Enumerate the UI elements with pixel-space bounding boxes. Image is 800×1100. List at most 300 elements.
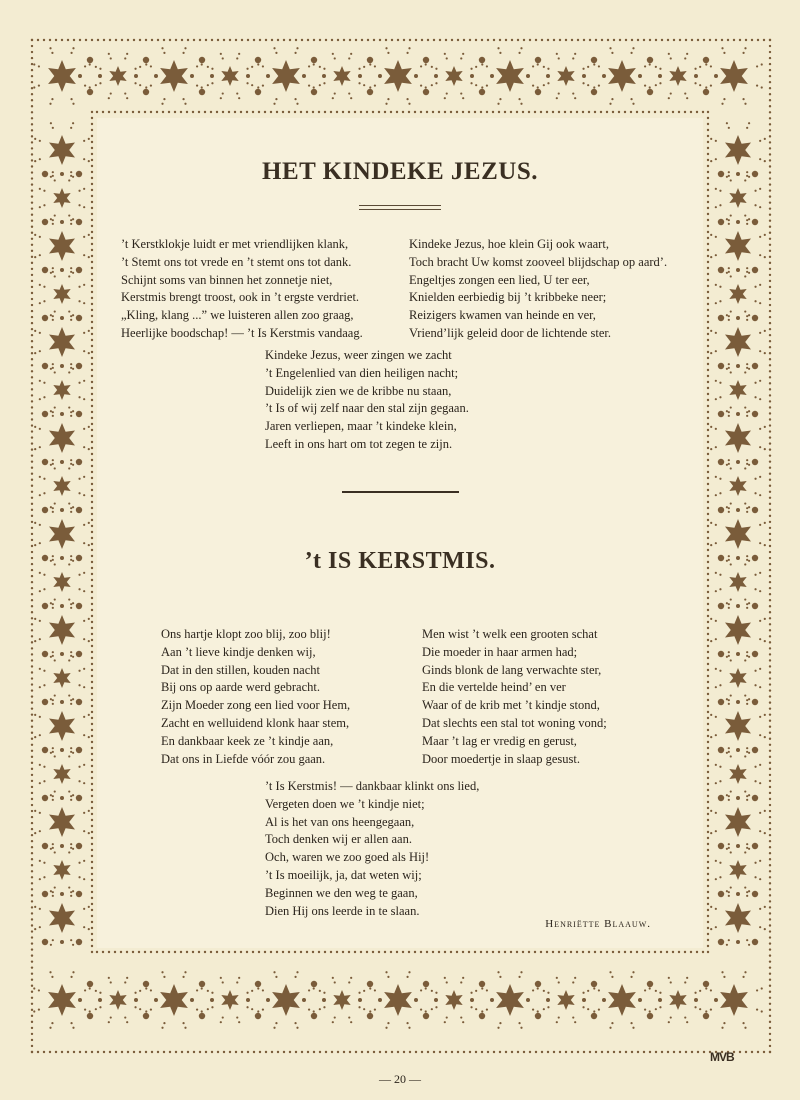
dot-ornament (707, 345, 709, 347)
dot-ornament (710, 1008, 712, 1010)
dot-ornament (54, 598, 56, 600)
dot-ornament (99, 992, 101, 994)
dot-ornament (31, 870, 33, 872)
dot-ornament (707, 525, 709, 527)
dot-ornament (31, 135, 33, 137)
dot-ornament (754, 492, 756, 494)
dot-ornament (769, 617, 771, 619)
dot-ornament (511, 1051, 513, 1053)
dot-ornament (31, 509, 33, 511)
dot-ornament (42, 171, 48, 177)
dot-ornament (143, 57, 149, 63)
dot-ornament (70, 415, 72, 417)
dot-ornament (727, 39, 729, 41)
dot-ornament (572, 92, 574, 94)
dot-ornament (72, 103, 74, 105)
dot-ornament (707, 807, 709, 809)
star-ornament (725, 423, 751, 453)
dot-ornament (715, 908, 717, 910)
dot-ornament (76, 843, 82, 849)
dot-ornament (52, 219, 54, 221)
dot-ornament (31, 900, 33, 902)
star-ornament (53, 668, 70, 688)
dot-ornament (535, 39, 537, 41)
dot-ornament (313, 1010, 315, 1012)
dot-ornament (42, 939, 48, 945)
dot-ornament (710, 84, 712, 86)
dot-ornament (50, 506, 52, 508)
dot-ornament (718, 747, 724, 753)
dot-ornament (769, 581, 771, 583)
dot-ornament (91, 249, 93, 251)
dot-ornament (769, 376, 771, 378)
dot-ornament (432, 111, 434, 113)
dot-ornament (96, 111, 98, 113)
dot-ornament (54, 214, 56, 216)
star-ornament (445, 66, 462, 86)
dot-ornament (70, 843, 72, 845)
dot-ornament (707, 363, 709, 365)
dot-ornament (34, 928, 36, 930)
dot-ornament (707, 141, 709, 143)
dot-ornament (748, 314, 750, 316)
dot-ornament (31, 195, 33, 197)
dot-ornament (769, 882, 771, 884)
dot-ornament (43, 684, 45, 686)
dot-ornament (83, 284, 85, 286)
dot-ornament (187, 1051, 189, 1053)
dot-ornament (602, 998, 606, 1002)
dot-ornament (730, 598, 732, 600)
dot-ornament (746, 271, 748, 273)
dot-ornament (229, 1051, 231, 1053)
dot-ornament (746, 747, 748, 749)
dot-ornament (769, 141, 771, 143)
dot-ornament (184, 1027, 186, 1029)
dot-ornament (752, 459, 758, 465)
dot-ornament (769, 738, 771, 740)
dot-ornament (564, 111, 566, 113)
dot-ornament (746, 651, 748, 653)
dot-ornament (229, 39, 231, 41)
dot-ornament (222, 57, 224, 59)
star-ornament (557, 66, 574, 86)
verse-line: Zijn Moeder zong een lied voor Hem, (161, 698, 351, 713)
dot-ornament (31, 960, 33, 962)
dot-ornament (475, 990, 477, 992)
dot-ornament (543, 990, 545, 992)
dot-ornament (52, 175, 54, 177)
dot-ornament (52, 507, 54, 509)
dot-ornament (52, 799, 54, 801)
dot-ornament (728, 459, 730, 461)
dot-ornament (769, 719, 771, 721)
dot-ornament (318, 951, 320, 953)
dot-ornament (37, 1051, 39, 1053)
dot-ornament (434, 74, 438, 78)
dot-ornament (257, 987, 259, 989)
poem2-title: ’t IS KERSTMIS. (304, 548, 496, 574)
dot-ornament (609, 1027, 611, 1029)
dot-ornament (31, 991, 33, 993)
dot-ornament (576, 951, 578, 953)
dot-ornament (705, 987, 707, 989)
dot-ornament (83, 524, 85, 526)
dot-ornament (205, 39, 207, 41)
dot-ornament (523, 1051, 525, 1053)
dot-ornament (31, 575, 33, 577)
dot-ornament (769, 195, 771, 197)
dot-ornament (369, 63, 371, 65)
dot-ornament (754, 286, 756, 288)
dot-ornament (50, 848, 52, 850)
dot-ornament (31, 515, 33, 517)
star-ornament (272, 984, 300, 1016)
dot-ornament (752, 651, 758, 657)
dot-ornament (435, 68, 437, 70)
dot-ornament (91, 735, 93, 737)
star-ornament (53, 764, 70, 784)
dot-ornament (282, 951, 284, 953)
star-ornament (333, 66, 350, 86)
star-ornament (729, 668, 746, 688)
dot-ornament (83, 236, 85, 238)
dot-ornament (570, 951, 572, 953)
dot-ornament (217, 1051, 219, 1053)
dot-ornament (759, 572, 761, 574)
dot-ornament (42, 507, 48, 513)
dot-ornament (589, 39, 591, 41)
dot-ornament (769, 292, 771, 294)
dot-ornament (571, 1051, 573, 1053)
dot-ornament (707, 747, 709, 749)
dot-ornament (76, 795, 82, 801)
dot-ornament (707, 327, 709, 329)
dot-ornament (707, 375, 709, 377)
dot-ornament (91, 183, 93, 185)
dot-ornament (85, 39, 87, 41)
dot-ornament (374, 1008, 376, 1010)
dot-ornament (91, 297, 93, 299)
dot-ornament (50, 122, 52, 124)
dot-ornament (222, 951, 224, 953)
dot-ornament (769, 804, 771, 806)
dot-ornament (266, 74, 270, 78)
dot-ornament (313, 86, 315, 88)
dot-ornament (433, 1051, 435, 1053)
dot-ornament (264, 111, 266, 113)
dot-ornament (91, 387, 93, 389)
dot-ornament (169, 39, 171, 41)
dot-ornament (52, 555, 54, 557)
dot-ornament (76, 603, 82, 609)
dot-ornament (744, 755, 746, 757)
dot-ornament (91, 177, 93, 179)
dot-ornament (157, 1051, 159, 1053)
dot-ornament (83, 878, 85, 880)
dot-ornament (182, 52, 184, 54)
dot-ornament (498, 951, 500, 953)
dot-ornament (648, 111, 650, 113)
dot-ornament (769, 846, 771, 848)
dot-ornament (31, 979, 33, 981)
dot-ornament (600, 951, 602, 953)
dot-ornament (769, 129, 771, 131)
dot-ornament (145, 987, 147, 989)
dot-ornament (294, 111, 296, 113)
dot-ornament (31, 635, 33, 637)
dot-ornament (39, 428, 41, 430)
dot-ornament (49, 1051, 51, 1053)
dot-ornament (748, 506, 750, 508)
dot-ornament (707, 537, 709, 539)
star-ornament (49, 903, 75, 933)
dot-ornament (91, 429, 93, 431)
dot-ornament (99, 1006, 101, 1008)
dot-ornament (470, 992, 472, 994)
dot-ornament (308, 65, 310, 67)
dot-ornament (718, 315, 724, 321)
dot-ornament (211, 39, 213, 41)
dot-ornament (52, 223, 54, 225)
dot-ornament (707, 699, 709, 701)
dot-ornament (587, 66, 589, 68)
dot-ornament (726, 560, 728, 562)
dot-ornament (31, 93, 33, 95)
dot-ornament (754, 766, 756, 768)
verse-line: Knielden eerbiedig bij ’t kribbeke neer; (409, 290, 607, 305)
dot-ornament (707, 663, 709, 665)
dot-ornament (769, 364, 771, 366)
dot-ornament (414, 111, 416, 113)
dot-ornament (52, 459, 54, 461)
dot-ornament (39, 332, 41, 334)
verse-line: Kindeke Jezus, hoe klein Gij ook waart, (409, 237, 609, 251)
dot-ornament (83, 428, 85, 430)
dot-ornament (728, 939, 730, 941)
dot-ornament (746, 559, 748, 561)
dot-ornament (55, 39, 57, 41)
dot-ornament (707, 207, 709, 209)
dot-ornament (520, 971, 522, 973)
dot-ornament (216, 111, 218, 113)
dot-ornament (301, 39, 303, 41)
dot-ornament (70, 463, 72, 465)
dot-ornament (707, 123, 709, 125)
dot-ornament (707, 675, 709, 677)
dot-ornament (52, 607, 54, 609)
dot-ornament (34, 352, 36, 354)
dot-ornament (728, 843, 730, 845)
dot-ornament (255, 89, 261, 95)
dot-ornament (649, 987, 651, 989)
dot-ornament (31, 1003, 33, 1005)
dot-ornament (460, 57, 462, 59)
dot-ornament (769, 183, 771, 185)
dot-ornament (54, 467, 56, 469)
dot-ornament (31, 105, 33, 107)
dot-ornament (666, 111, 668, 113)
star-ornament (725, 519, 751, 549)
dot-ornament (84, 1008, 86, 1010)
dot-ornament (367, 981, 373, 987)
dot-ornament (296, 47, 298, 49)
dot-ornament (705, 1010, 707, 1012)
dot-ornament (99, 82, 101, 84)
dot-ornament (54, 886, 56, 888)
dot-ornament (764, 544, 766, 546)
dot-ornament (31, 485, 33, 487)
dot-ornament (595, 1051, 597, 1053)
dot-ornament (726, 602, 728, 604)
dot-ornament (715, 620, 717, 622)
dot-ornament (270, 951, 272, 953)
dot-ornament (759, 380, 761, 382)
dot-ornament (163, 52, 165, 54)
dot-ornament (715, 542, 717, 544)
dot-ornament (707, 711, 709, 713)
dot-ornament (759, 158, 761, 160)
dot-ornament (577, 39, 579, 41)
dot-ornament (726, 752, 728, 754)
dot-ornament (593, 63, 595, 65)
dot-ornament (348, 57, 350, 59)
dot-ornament (420, 84, 422, 86)
dot-ornament (31, 298, 33, 300)
dot-ornament (748, 368, 750, 370)
dot-ornament (334, 981, 336, 983)
dot-ornament (759, 350, 761, 352)
dot-ornament (247, 39, 249, 41)
dot-ornament (769, 111, 771, 113)
dot-ornament (43, 300, 45, 302)
dot-ornament (246, 82, 248, 84)
dot-ornament (638, 74, 642, 78)
dot-ornament (769, 268, 771, 270)
dot-ornament (769, 250, 771, 252)
dot-ornament (76, 315, 82, 321)
dot-ornament (99, 68, 101, 70)
star-ornament (109, 990, 126, 1010)
dot-ornament (631, 39, 633, 41)
dot-ornament (91, 801, 93, 803)
dot-ornament (312, 111, 314, 113)
dot-ornament (139, 66, 141, 68)
dot-ornament (43, 190, 45, 192)
dot-ornament (736, 364, 740, 368)
dot-ornament (83, 446, 85, 448)
dot-ornament (761, 63, 763, 65)
dot-ornament (759, 908, 761, 910)
star-ornament (49, 807, 75, 837)
verse-line: ’t Kerstklokje luidt er met vriendlijken klank, (121, 237, 349, 251)
dot-ornament (83, 572, 85, 574)
dot-ornament (414, 74, 418, 78)
dot-ornament (31, 1051, 33, 1053)
dot-ornament (31, 551, 33, 553)
dot-ornament (39, 446, 41, 448)
dot-ornament (83, 542, 85, 544)
dot-ornament (68, 371, 70, 373)
dot-ornament (769, 394, 771, 396)
dot-ornament (91, 873, 93, 875)
dot-ornament (78, 766, 80, 768)
dot-ornament (769, 611, 771, 613)
dot-ornament (87, 89, 93, 95)
dot-ornament (588, 951, 590, 953)
dot-ornament (426, 951, 428, 953)
star-ornament (49, 423, 75, 453)
dot-ornament (673, 1051, 675, 1053)
dot-ornament (593, 86, 595, 88)
dot-ornament (31, 719, 33, 721)
dot-ornament (39, 188, 41, 190)
dot-ornament (769, 713, 771, 715)
dot-ornament (715, 668, 717, 670)
dot-ornament (31, 274, 33, 276)
dot-ornament (736, 412, 740, 416)
dot-ornament (161, 103, 163, 105)
dot-ornament (50, 602, 52, 604)
dot-ornament (145, 1010, 147, 1012)
poem2-right-stanza (422, 626, 607, 768)
dot-ornament (746, 511, 748, 513)
dot-ornament (707, 705, 709, 707)
dot-ornament (78, 998, 82, 1002)
dot-ornament (31, 750, 33, 752)
dot-ornament (431, 1008, 433, 1010)
dot-ornament (91, 747, 93, 749)
dot-ornament (126, 53, 128, 55)
dot-ornament (372, 951, 374, 953)
dot-ornament (522, 111, 524, 113)
dot-ornament (748, 272, 750, 274)
dot-ornament (752, 555, 758, 561)
dot-ornament (748, 560, 750, 562)
dot-ornament (91, 315, 93, 317)
dot-ornament (31, 936, 33, 938)
dot-ornament (322, 74, 326, 78)
dot-ornament (759, 878, 761, 880)
dot-ornament (492, 951, 494, 953)
dot-ornament (456, 111, 458, 113)
star-ornament (53, 284, 70, 304)
dot-ornament (761, 1010, 763, 1012)
verse-line: Duidelijk zien we de kribbe nu staan, (265, 383, 452, 398)
dot-ornament (643, 1051, 645, 1053)
dot-ornament (251, 990, 253, 992)
dot-ornament (728, 175, 730, 177)
dot-ornament (73, 39, 75, 41)
dot-ornament (139, 84, 141, 86)
dot-ornament (34, 448, 36, 450)
dot-ornament (31, 756, 33, 758)
dot-ornament (744, 275, 746, 277)
dot-ornament (91, 1051, 93, 1053)
dot-ornament (363, 1008, 365, 1010)
dot-ornament (730, 371, 732, 373)
dot-ornament (181, 1051, 183, 1053)
dot-ornament (769, 1015, 771, 1017)
dot-ornament (262, 65, 264, 67)
dot-ornament (719, 492, 721, 494)
dot-ornament (715, 638, 717, 640)
dot-ornament (602, 74, 606, 78)
dot-ornament (54, 179, 56, 181)
dot-ornament (95, 84, 97, 86)
dot-ornament (109, 1051, 111, 1053)
dot-ornament (707, 819, 709, 821)
